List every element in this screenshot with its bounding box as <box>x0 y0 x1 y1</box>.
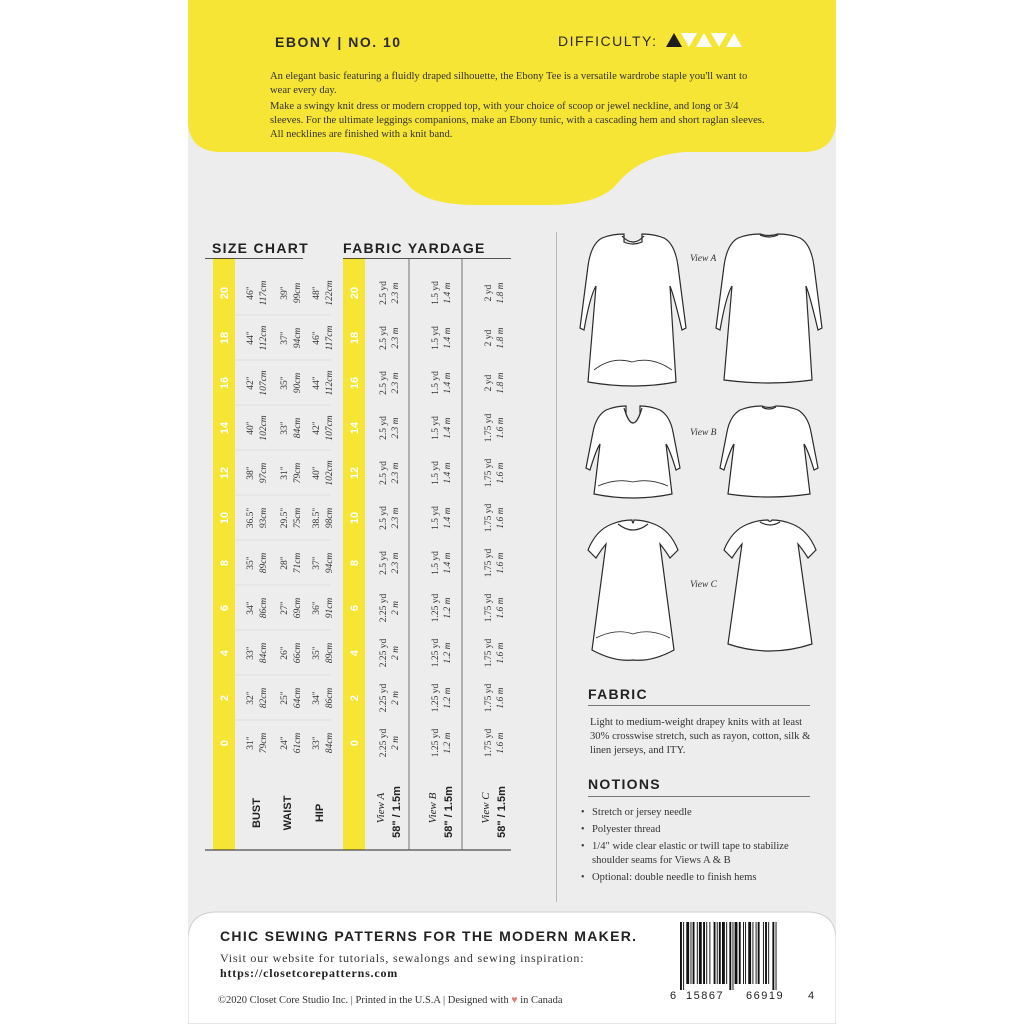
fabric-divider <box>588 705 810 706</box>
yardage-yards: 2.5 yd <box>379 461 389 485</box>
yardage-yards: 2 yd <box>484 329 494 347</box>
barcode-bar <box>719 922 721 984</box>
measure-inches: 32" <box>246 691 256 705</box>
size-number: 10 <box>219 511 231 525</box>
size-chart-title: SIZE CHART <box>212 240 309 256</box>
view-row-label: View C <box>480 792 492 824</box>
measure-cm: 107cm <box>259 370 269 396</box>
measure-inches: 37" <box>312 556 322 570</box>
measure-cm: 98cm <box>325 507 335 529</box>
size-number: 12 <box>349 466 361 480</box>
measure-cm: 84cm <box>259 642 269 664</box>
list-item: • 1/4" wide clear elastic or twill tape to stabilize shoulder seams for Views A & B <box>580 840 815 868</box>
barcode-bar <box>706 922 707 984</box>
barcode-bar <box>733 922 734 990</box>
measure-inches: 46" <box>246 286 256 300</box>
yardage-yards: 2.5 yd <box>379 416 389 440</box>
yardage-meters: 2 m <box>391 646 401 660</box>
yardage-meters: 2 m <box>391 601 401 615</box>
size-number: 0 <box>219 739 231 747</box>
yardage-yards: 2.5 yd <box>379 326 389 350</box>
measure-cm: 99cm <box>293 282 303 304</box>
measure-cm: 102cm <box>325 460 335 486</box>
yardage-meters: 1.8 m <box>496 282 506 304</box>
measurement-label: BUST <box>251 798 263 828</box>
measure-cm: 122cm <box>325 280 335 306</box>
size-number: 14 <box>219 421 231 435</box>
pattern-name: EBONY | NO. 10 <box>275 34 402 50</box>
measure-cm: 112cm <box>325 370 335 396</box>
measure-cm: 71cm <box>293 552 303 574</box>
yardage-meters: 1.4 m <box>443 417 453 439</box>
yardage-meters: 2.3 m <box>391 282 401 304</box>
view-c-back-drawing <box>724 520 816 651</box>
barcode-bar <box>683 922 684 990</box>
measure-cm: 61cm <box>293 732 303 754</box>
view-c-front-drawing <box>588 520 678 660</box>
list-item: • Stretch or jersey needle <box>580 806 815 820</box>
size-number: 6 <box>349 604 361 612</box>
yardage-meters: 1.8 m <box>496 327 506 349</box>
size-number: 10 <box>349 511 361 525</box>
measure-cm: 102cm <box>259 415 269 441</box>
barcode-bar <box>699 922 702 984</box>
measure-inches: 35" <box>312 646 322 660</box>
yardage-meters: 1.6 m <box>496 642 506 664</box>
notions-divider <box>588 796 810 797</box>
measure-cm: 93cm <box>259 507 269 529</box>
measure-inches: 38.5" <box>312 507 322 529</box>
yardage-yards: 1.5 yd <box>431 371 441 395</box>
view-b-front-drawing <box>586 406 680 498</box>
measure-inches: 44" <box>312 376 322 390</box>
yardage-yards: 1.25 yd <box>431 638 441 668</box>
size-number: 2 <box>349 694 361 702</box>
fabric-yardage-title: FABRIC YARDAGE <box>343 240 486 256</box>
difficulty-triangle-icon <box>726 33 742 47</box>
yardage-yards: 1.75 yd <box>484 413 494 443</box>
yardage-yards: 2 yd <box>484 374 494 392</box>
measure-inches: 35" <box>246 556 256 570</box>
barcode-check-digit: 4 <box>808 990 816 1002</box>
yardage-meters: 1.4 m <box>443 507 453 529</box>
measure-inches: 26" <box>280 646 290 660</box>
technical-drawings <box>572 232 842 672</box>
yardage-meters: 1.4 m <box>443 282 453 304</box>
view-a-label: View A <box>690 254 717 264</box>
measure-cm: 94cm <box>293 327 303 349</box>
size-number: 6 <box>219 604 231 612</box>
barcode-image <box>676 922 806 994</box>
measure-cm: 86cm <box>325 687 335 709</box>
yardage-yards: 1.75 yd <box>484 683 494 713</box>
barcode-bar <box>680 922 682 990</box>
barcode-bar <box>697 922 698 984</box>
barcode-bar <box>763 922 764 984</box>
yardage-yards: 1.5 yd <box>431 461 441 485</box>
barcode-bar <box>726 922 727 984</box>
fabric-width-label: 58" / 1.5m <box>496 786 508 838</box>
measure-cm: 112cm <box>259 325 269 351</box>
list-item: • Optional: double needle to finish hems <box>580 871 815 885</box>
size-number: 20 <box>219 286 231 300</box>
barcode-bar <box>714 922 716 984</box>
view-b-label: View B <box>690 428 717 438</box>
yardage-yards: 2.25 yd <box>379 728 389 758</box>
measure-cm: 89cm <box>325 642 335 664</box>
measure-inches: 31" <box>246 736 256 750</box>
difficulty-triangle-icon <box>681 33 697 47</box>
measure-cm: 84cm <box>293 417 303 439</box>
yardage-meters: 1.2 m <box>443 597 453 619</box>
yardage-yards: 2.5 yd <box>379 551 389 575</box>
measure-cm: 69cm <box>293 597 303 619</box>
barcode-bar <box>756 922 757 984</box>
yardage-yards: 1.75 yd <box>484 548 494 578</box>
view-b-back-drawing <box>720 406 818 497</box>
measure-cm: 94cm <box>325 552 335 574</box>
fabric-description: Light to medium-weight drapey knits with at least 30% crosswise stretch, such as rayon, cotton, silk & linen jerseys, and ITY. <box>590 717 811 756</box>
difficulty-triangle-filled-icon <box>666 33 682 47</box>
view-c-label: View C <box>690 580 718 590</box>
size-number: 2 <box>219 694 231 702</box>
measure-inches: 31" <box>280 466 290 480</box>
measure-inches: 33" <box>280 421 290 435</box>
measure-cm: 79cm <box>259 732 269 754</box>
measure-inches: 48" <box>312 286 322 300</box>
size-and-yardage-table <box>205 258 515 855</box>
measure-inches: 40" <box>312 466 322 480</box>
measure-inches: 37" <box>280 331 290 345</box>
barcode-bar <box>722 922 725 984</box>
size-number: 8 <box>349 559 361 567</box>
yardage-meters: 1.4 m <box>443 327 453 349</box>
yardage-meters: 1.4 m <box>443 372 453 394</box>
yardage-yards: 2 yd <box>484 284 494 302</box>
barcode-bar <box>686 922 689 984</box>
view-a-front-drawing <box>580 234 686 386</box>
difficulty-triangle-icon <box>711 33 727 47</box>
difficulty-rating-icons <box>666 32 746 48</box>
yardage-yards: 1.5 yd <box>431 506 441 530</box>
barcode-bar <box>752 922 753 984</box>
measure-cm: 75cm <box>293 507 303 529</box>
measure-inches: 40" <box>246 421 256 435</box>
yardage-meters: 2.3 m <box>391 327 401 349</box>
measure-cm: 64cm <box>293 687 303 709</box>
yardage-yards: 1.5 yd <box>431 281 441 305</box>
notions-heading: NOTIONS <box>588 776 661 792</box>
list-item: • Polyester thread <box>580 823 815 837</box>
size-number: 4 <box>349 649 361 657</box>
size-number: 0 <box>349 739 361 747</box>
heart-icon: ♥ <box>511 995 518 1006</box>
measure-cm: 91cm <box>325 597 335 619</box>
yardage-meters: 1.8 m <box>496 372 506 394</box>
website-link[interactable]: https://closetcorepatterns.com <box>220 966 399 980</box>
measurement-label: WAIST <box>282 795 294 831</box>
measure-cm: 97cm <box>259 462 269 484</box>
fabric-heading: FABRIC <box>588 686 648 702</box>
barcode-bar <box>703 922 705 984</box>
barcode-bar <box>765 922 767 984</box>
yardage-meters: 1.6 m <box>496 597 506 619</box>
difficulty-label: DIFFICULTY: <box>558 33 658 49</box>
measure-cm: 82cm <box>259 687 269 709</box>
barcode-bar <box>709 922 710 984</box>
yardage-meters: 2 m <box>391 736 401 750</box>
measure-inches: 46" <box>312 331 322 345</box>
view-row-label: View B <box>427 792 439 824</box>
barcode-bar <box>693 922 695 984</box>
barcode-bar <box>748 922 751 984</box>
intro-paragraph-1: An elegant basic featuring a fluidly draped silhouette, the Ebony Tee is a versatile wardrobe staple you'll want to wear every day. <box>270 71 748 96</box>
barcode-bar <box>776 922 777 990</box>
measure-cm: 117cm <box>259 280 269 306</box>
measure-inches: 44" <box>246 331 256 345</box>
yardage-yards: 1.25 yd <box>431 728 441 758</box>
yardage-yards: 2.25 yd <box>379 683 389 713</box>
barcode-bar <box>729 922 731 990</box>
measure-inches: 34" <box>312 691 322 705</box>
copyright-line <box>218 995 562 1006</box>
difficulty-triangle-icon <box>696 33 712 47</box>
size-number: 14 <box>349 421 361 435</box>
measure-inches: 24" <box>280 736 290 750</box>
measure-cm: 86cm <box>259 597 269 619</box>
measure-inches: 42" <box>246 376 256 390</box>
measure-inches: 34" <box>246 601 256 615</box>
website-prompt: Visit our website for tutorials, sewalongs and sewing inspiration: <box>220 951 585 965</box>
measure-inches: 36.5" <box>246 507 256 529</box>
yardage-meters: 2.3 m <box>391 552 401 574</box>
size-number: 8 <box>219 559 231 567</box>
measure-inches: 28" <box>280 556 290 570</box>
measure-cm: 90cm <box>293 372 303 394</box>
size-number: 18 <box>219 331 231 345</box>
size-number: 18 <box>349 331 361 345</box>
size-number: 20 <box>349 286 361 300</box>
barcode-bar <box>743 922 744 984</box>
yardage-meters: 1.6 m <box>496 687 506 709</box>
barcode-bar <box>735 922 738 984</box>
size-number: 16 <box>349 376 361 390</box>
yardage-yards: 1.75 yd <box>484 458 494 488</box>
yardage-yards: 1.5 yd <box>431 326 441 350</box>
measure-cm: 66cm <box>293 642 303 664</box>
barcode-bar <box>745 922 746 984</box>
measure-cm: 79cm <box>293 462 303 484</box>
measure-cm: 107cm <box>325 415 335 441</box>
notions-list <box>580 806 815 888</box>
measurement-label: HIP <box>314 803 326 823</box>
measure-inches: 38" <box>246 466 256 480</box>
yardage-yards: 1.5 yd <box>431 416 441 440</box>
yardage-meters: 1.2 m <box>443 642 453 664</box>
yardage-meters: 1.4 m <box>443 462 453 484</box>
yardage-yards: 1.75 yd <box>484 503 494 533</box>
barcode-bar <box>772 922 774 990</box>
yardage-yards: 1.25 yd <box>431 683 441 713</box>
barcode-bar <box>758 922 760 984</box>
yardage-yards: 1.25 yd <box>431 593 441 623</box>
yardage-yards: 2.25 yd <box>379 593 389 623</box>
yardage-meters: 1.6 m <box>496 732 506 754</box>
yardage-yards: 1.75 yd <box>484 728 494 758</box>
measure-cm: 89cm <box>259 552 269 574</box>
measure-inches: 33" <box>246 646 256 660</box>
yardage-meters: 2 m <box>391 691 401 705</box>
barcode-bar <box>717 922 718 984</box>
yardage-meters: 2.3 m <box>391 417 401 439</box>
yardage-yards: 1.75 yd <box>484 638 494 668</box>
yardage-meters: 1.2 m <box>443 732 453 754</box>
barcode-bar <box>691 922 692 984</box>
barcode-bar <box>739 922 741 984</box>
yardage-meters: 1.4 m <box>443 552 453 574</box>
measure-inches: 27" <box>280 601 290 615</box>
yardage-yards: 2.25 yd <box>379 638 389 668</box>
yardage-yards: 1.75 yd <box>484 593 494 623</box>
measure-inches: 33" <box>312 736 322 750</box>
view-row-label: View A <box>375 792 387 824</box>
size-number: 4 <box>219 649 231 657</box>
measure-inches: 29.5" <box>280 507 290 529</box>
yardage-meters: 1.2 m <box>443 687 453 709</box>
yardage-meters: 1.6 m <box>496 507 506 529</box>
yardage-yards: 2.5 yd <box>379 506 389 530</box>
barcode-bar <box>768 922 769 984</box>
measure-inches: 25" <box>280 691 290 705</box>
fabric-width-label: 58" / 1.5m <box>391 786 403 838</box>
measure-inches: 35" <box>280 376 290 390</box>
yardage-meters: 1.6 m <box>496 417 506 439</box>
barcode-digits-left: 15867 <box>686 990 725 1002</box>
fabric-width-label: 58" / 1.5m <box>443 786 455 838</box>
barcode-digits-right: 66919 <box>746 990 785 1002</box>
intro-paragraph-2: Make a swingy knit dress or modern cropped top, with your choice of scoop or jewel neckline, and long or 3/4 sleeves. For the ultimate leggings companions, make an Ebony tunic, with a cascading hem and short raglan sleeves. All necklines are finished with a knit band. <box>270 101 765 140</box>
measure-cm: 117cm <box>325 325 335 351</box>
yardage-meters: 2.3 m <box>391 372 401 394</box>
yardage-meters: 1.6 m <box>496 462 506 484</box>
measure-inches: 42" <box>312 421 322 435</box>
barcode-digit: 6 <box>670 990 678 1002</box>
measure-cm: 84cm <box>325 732 335 754</box>
measure-inches: 39" <box>280 286 290 300</box>
yardage-meters: 1.6 m <box>496 552 506 574</box>
yardage-yards: 2.5 yd <box>379 281 389 305</box>
yardage-meters: 2.3 m <box>391 507 401 529</box>
size-number: 16 <box>219 376 231 390</box>
copyright-country: in Canada <box>517 995 563 1006</box>
tagline: CHIC SEWING PATTERNS FOR THE MODERN MAKER. <box>220 928 638 944</box>
yardage-yards: 1.5 yd <box>431 551 441 575</box>
view-a-back-drawing <box>716 234 822 383</box>
yardage-meters: 2.3 m <box>391 462 401 484</box>
measure-inches: 36" <box>312 601 322 615</box>
size-number: 12 <box>219 466 231 480</box>
yardage-yards: 2.5 yd <box>379 371 389 395</box>
copyright-text: ©2020 Closet Core Studio Inc. | Printed in the U.S.A | Designed with <box>218 995 512 1006</box>
